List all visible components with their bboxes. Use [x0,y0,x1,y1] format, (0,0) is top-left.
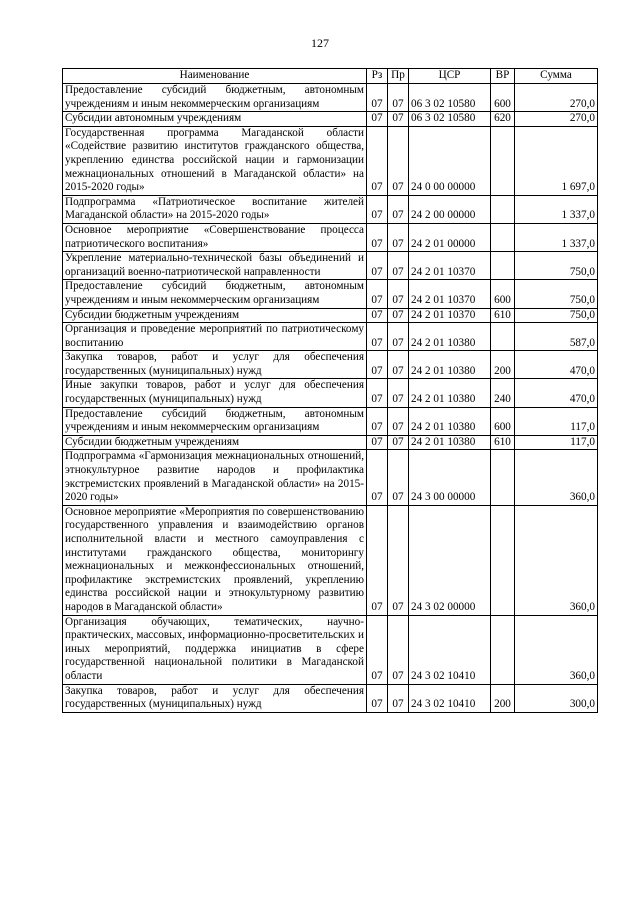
cell-rz: 07 [367,351,388,379]
header-pr: Пр [388,69,409,84]
cell-csr: 06 3 02 10580 [409,112,491,127]
cell-rz: 07 [367,223,388,251]
cell-csr: 24 2 01 10370 [409,280,491,308]
header-vr: ВР [491,69,515,84]
cell-name: Основное мероприятие «Мероприятия по совершенствованию государственного управления и взаимодействию органов исполнительной власти и местного самоуправления с институтами гражданского общества, мониторингу межнациональных и межконфессиональных отношений, профилактике экстремистских проявлений, укреплению единства российской нации и этнокультурному развитию народов в Магаданской области» [63,505,367,615]
cell-sum: 270,0 [515,112,598,127]
cell-csr: 06 3 02 10580 [409,84,491,112]
page-number: 127 [311,36,329,50]
table-row [63,84,598,112]
cell-csr: 24 2 01 10370 [409,252,491,280]
cell-pr: 07 [388,308,409,323]
cell-name: Иные закупки товаров, работ и услуг для обеспечения государственных (муниципальных) нужд [63,379,367,407]
cell-name: Субсидии автономным учреждениям [63,112,367,127]
cell-sum: 750,0 [515,252,598,280]
cell-csr: 24 0 00 00000 [409,126,491,195]
cell-rz: 07 [367,615,388,684]
cell-vr [491,252,515,280]
cell-vr [491,450,515,505]
cell-rz: 07 [367,84,388,112]
cell-pr: 07 [388,435,409,450]
header-sum: Сумма [515,69,598,84]
table-row [63,450,598,505]
cell-vr: 600 [491,280,515,308]
cell-rz: 07 [367,252,388,280]
cell-sum: 470,0 [515,379,598,407]
cell-vr [491,615,515,684]
table-row [63,379,598,407]
cell-name: Предоставление субсидий бюджетным, автономным учреждениям и иным некоммерческим организациям [63,84,367,112]
cell-pr: 07 [388,351,409,379]
cell-vr: 600 [491,84,515,112]
cell-rz: 07 [367,112,388,127]
cell-csr: 24 3 02 10410 [409,684,491,712]
cell-pr: 07 [388,112,409,127]
header-rz: Рз [367,69,388,84]
cell-name: Подпрограмма «Гармонизация межнациональных отношений, этнокультурное развитие народов и профилактика экстремистских проявлений в Магаданской области» на 2015-2020 годы» [63,450,367,505]
cell-vr [491,223,515,251]
cell-csr: 24 2 01 10380 [409,351,491,379]
cell-rz: 07 [367,505,388,615]
cell-pr: 07 [388,407,409,435]
cell-csr: 24 2 01 10380 [409,435,491,450]
cell-pr: 07 [388,450,409,505]
cell-pr: 07 [388,223,409,251]
cell-vr: 610 [491,308,515,323]
cell-name: Государственная программа Магаданской области «Содействие развитию институтов гражданского общества, укреплению единства российской нации и гармонизации межнациональных отношений в Магаданской области» на 2015-2020 годы» [63,126,367,195]
cell-name: Закупка товаров, работ и услуг для обеспечения государственных (муниципальных) нужд [63,684,367,712]
cell-pr: 07 [388,323,409,351]
cell-sum: 117,0 [515,435,598,450]
cell-sum: 360,0 [515,505,598,615]
cell-pr: 07 [388,84,409,112]
cell-rz: 07 [367,435,388,450]
cell-name: Основное мероприятие «Совершенствование процесса патриотического воспитания» [63,223,367,251]
table-row [63,252,598,280]
cell-name: Организация обучающих, тематических, научно-практических, массовых, информационно-просветительских и иных мероприятий, поддержка инициатив в сфере государственной национальной политики в Магаданской области [63,615,367,684]
cell-vr [491,323,515,351]
budget-table [62,68,598,713]
table-row [63,195,598,223]
cell-csr: 24 3 02 10410 [409,615,491,684]
cell-rz: 07 [367,684,388,712]
table-row [63,323,598,351]
header-csr: ЦСР [409,69,491,84]
cell-vr: 620 [491,112,515,127]
cell-csr: 24 2 01 10380 [409,379,491,407]
cell-sum: 300,0 [515,684,598,712]
cell-rz: 07 [367,308,388,323]
cell-sum: 360,0 [515,615,598,684]
cell-vr: 610 [491,435,515,450]
table-row [63,435,598,450]
header-name: Наименование [63,69,367,84]
cell-sum: 1 337,0 [515,195,598,223]
cell-rz: 07 [367,379,388,407]
table-row [63,505,598,615]
cell-sum: 117,0 [515,407,598,435]
cell-name: Субсидии бюджетным учреждениям [63,435,367,450]
cell-csr: 24 2 01 10370 [409,308,491,323]
cell-sum: 750,0 [515,280,598,308]
cell-pr: 07 [388,615,409,684]
table-row [63,112,598,127]
cell-sum: 1 337,0 [515,223,598,251]
cell-pr: 07 [388,252,409,280]
cell-rz: 07 [367,126,388,195]
cell-csr: 24 3 00 00000 [409,450,491,505]
cell-rz: 07 [367,407,388,435]
cell-csr: 24 2 01 10380 [409,323,491,351]
cell-sum: 470,0 [515,351,598,379]
cell-pr: 07 [388,280,409,308]
cell-pr: 07 [388,505,409,615]
cell-vr [491,505,515,615]
cell-sum: 587,0 [515,323,598,351]
cell-vr: 600 [491,407,515,435]
table-row [63,407,598,435]
cell-pr: 07 [388,126,409,195]
table-row [63,684,598,712]
cell-rz: 07 [367,280,388,308]
table-row [63,280,598,308]
cell-csr: 24 2 00 00000 [409,195,491,223]
cell-rz: 07 [367,195,388,223]
cell-name: Закупка товаров, работ и услуг для обеспечения государственных (муниципальных) нужд [63,351,367,379]
cell-csr: 24 2 01 00000 [409,223,491,251]
cell-sum: 270,0 [515,84,598,112]
cell-sum: 750,0 [515,308,598,323]
cell-rz: 07 [367,323,388,351]
cell-vr [491,126,515,195]
cell-name: Организация и проведение мероприятий по патриотическому воспитанию [63,323,367,351]
cell-rz: 07 [367,450,388,505]
cell-csr: 24 2 01 10380 [409,407,491,435]
table-header-row [63,69,598,84]
cell-name: Предоставление субсидий бюджетным, автономным учреждениям и иным некоммерческим организациям [63,407,367,435]
cell-sum: 360,0 [515,450,598,505]
cell-sum: 1 697,0 [515,126,598,195]
cell-csr: 24 3 02 00000 [409,505,491,615]
cell-vr [491,195,515,223]
cell-pr: 07 [388,684,409,712]
cell-name: Предоставление субсидий бюджетным, автономным учреждениям и иным некоммерческим организациям [63,280,367,308]
table-row [63,308,598,323]
table-row [63,126,598,195]
cell-name: Укрепление материально-технической базы объединений и организаций военно-патриотической направленности [63,252,367,280]
cell-name: Субсидии бюджетным учреждениям [63,308,367,323]
table-row [63,351,598,379]
table-row [63,223,598,251]
table-row [63,615,598,684]
cell-name: Подпрограмма «Патриотическое воспитание жителей Магаданской области» на 2015-2020 годы» [63,195,367,223]
cell-vr: 200 [491,684,515,712]
cell-pr: 07 [388,379,409,407]
cell-pr: 07 [388,195,409,223]
cell-vr: 240 [491,379,515,407]
cell-vr: 200 [491,351,515,379]
